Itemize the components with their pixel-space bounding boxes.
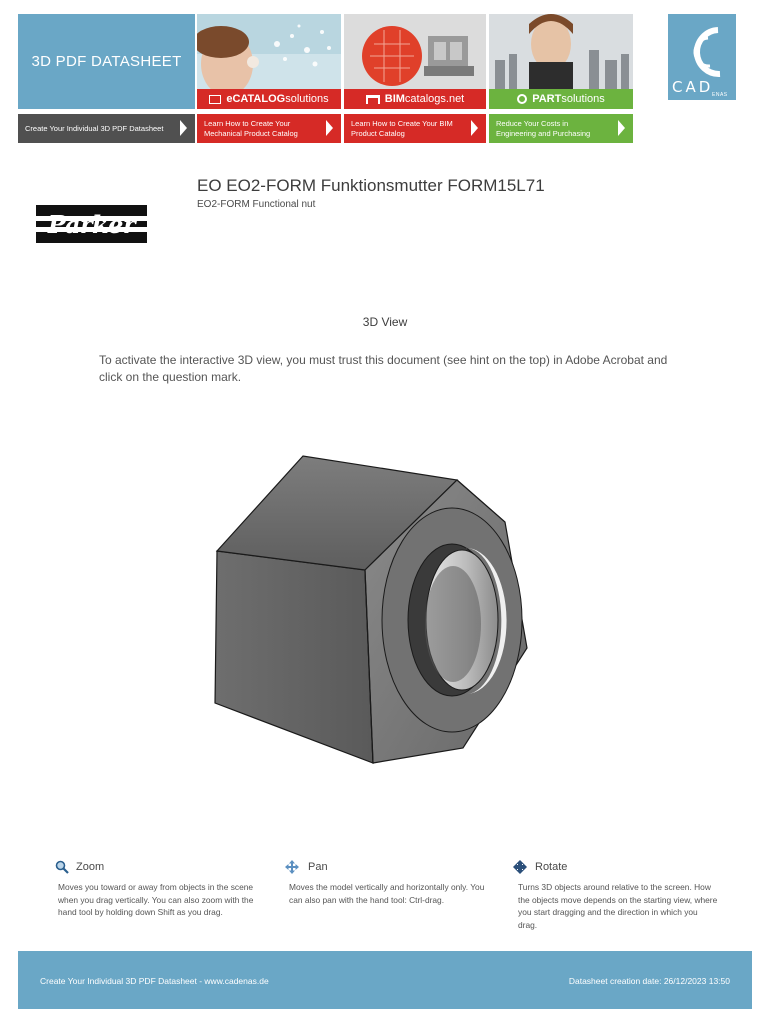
building-icon bbox=[366, 95, 380, 104]
chevron-right-icon bbox=[471, 120, 478, 136]
cadenas-logo-text: CAD bbox=[672, 78, 714, 96]
logo-thin-text: catalogs.net bbox=[404, 93, 465, 105]
logo-bold-text: BIM bbox=[384, 93, 405, 105]
banner-link-label: Reduce Your Costs in Engineering and Purchasing bbox=[496, 118, 591, 138]
3d-model-viewport[interactable] bbox=[205, 448, 535, 783]
pan-arrows-icon bbox=[285, 860, 299, 874]
page-footer bbox=[18, 951, 752, 1009]
pan-title: Pan bbox=[308, 861, 328, 873]
banner-link-label: Learn How to Create Your Mechanical Product Catalog bbox=[204, 118, 298, 138]
datasheet-banner-title: 3D PDF DATASHEET bbox=[18, 14, 195, 109]
chevron-right-icon bbox=[180, 120, 187, 136]
cadenas-logo[interactable] bbox=[668, 14, 736, 100]
pan-description: Moves the model vertically and horizontally only. You can also pan with the hand tool: Ctrl-drag. bbox=[289, 882, 485, 905]
part-logo[interactable] bbox=[489, 89, 633, 109]
product-title: EO EO2-FORM Funktionsmutter FORM15L71 bbox=[197, 176, 545, 195]
gear-icon bbox=[517, 94, 527, 104]
banner-link-part[interactable] bbox=[489, 114, 633, 143]
product-subtitle: EO2-FORM Functional nut bbox=[197, 199, 316, 210]
banner-link-label: Create Your Individual 3D PDF Datasheet bbox=[25, 123, 164, 133]
chevron-right-icon bbox=[618, 120, 625, 136]
banner-link-bim[interactable] bbox=[344, 114, 486, 143]
banner-link-label: Learn How to Create Your BIM Product Catalog bbox=[351, 118, 453, 138]
hex-nut-model bbox=[205, 448, 535, 778]
logo-thin-text: solutions bbox=[285, 93, 329, 105]
parker-logo-text: Parker bbox=[47, 210, 136, 239]
banner-image-bim[interactable] bbox=[344, 14, 486, 94]
logo-thin-text: solutions bbox=[561, 93, 605, 105]
logo-bold-text: PART bbox=[532, 93, 562, 105]
footer-creation-date: Datasheet creation date: 26/12/2023 13:50 bbox=[568, 976, 730, 986]
ecatalog-logo[interactable] bbox=[197, 89, 341, 109]
banner-link-datasheet[interactable] bbox=[18, 114, 195, 143]
rotate-title: Rotate bbox=[535, 861, 568, 873]
footer-cadenas-link[interactable]: Create Your Individual 3D PDF Datasheet - www.cadenas.de bbox=[40, 976, 269, 986]
cadenas-logo-subtext: ENAS bbox=[712, 92, 728, 98]
3d-view-hint: To activate the interactive 3D view, you must trust this document (see hint on the top) in Adobe Acrobat and click on the question mark. bbox=[99, 353, 668, 384]
rotate-description: Turns 3D objects around relative to the screen. How the objects move depends on the starting view, where you start dragging and the direction in which you drag. bbox=[518, 882, 718, 930]
zoom-title: Zoom bbox=[76, 861, 105, 873]
banner-image-ecatalog[interactable] bbox=[197, 14, 341, 94]
rotate-arrows-icon bbox=[513, 860, 527, 874]
bim-logo[interactable] bbox=[344, 89, 486, 109]
zoom-description: Moves you toward or away from objects in the scene when you drag vertically. You can also zoom with the hand tool by holding down Shift as you drag. bbox=[58, 882, 254, 917]
magnifier-icon bbox=[55, 860, 69, 874]
parker-logo bbox=[36, 205, 147, 243]
3d-view-heading: 3D View bbox=[362, 315, 408, 329]
catalog-box-icon bbox=[209, 95, 221, 104]
chevron-right-icon bbox=[326, 120, 333, 136]
banner-image-part[interactable] bbox=[489, 14, 633, 94]
banner-link-ecatalog[interactable] bbox=[197, 114, 341, 143]
logo-bold-text: eCATALOG bbox=[226, 93, 286, 105]
